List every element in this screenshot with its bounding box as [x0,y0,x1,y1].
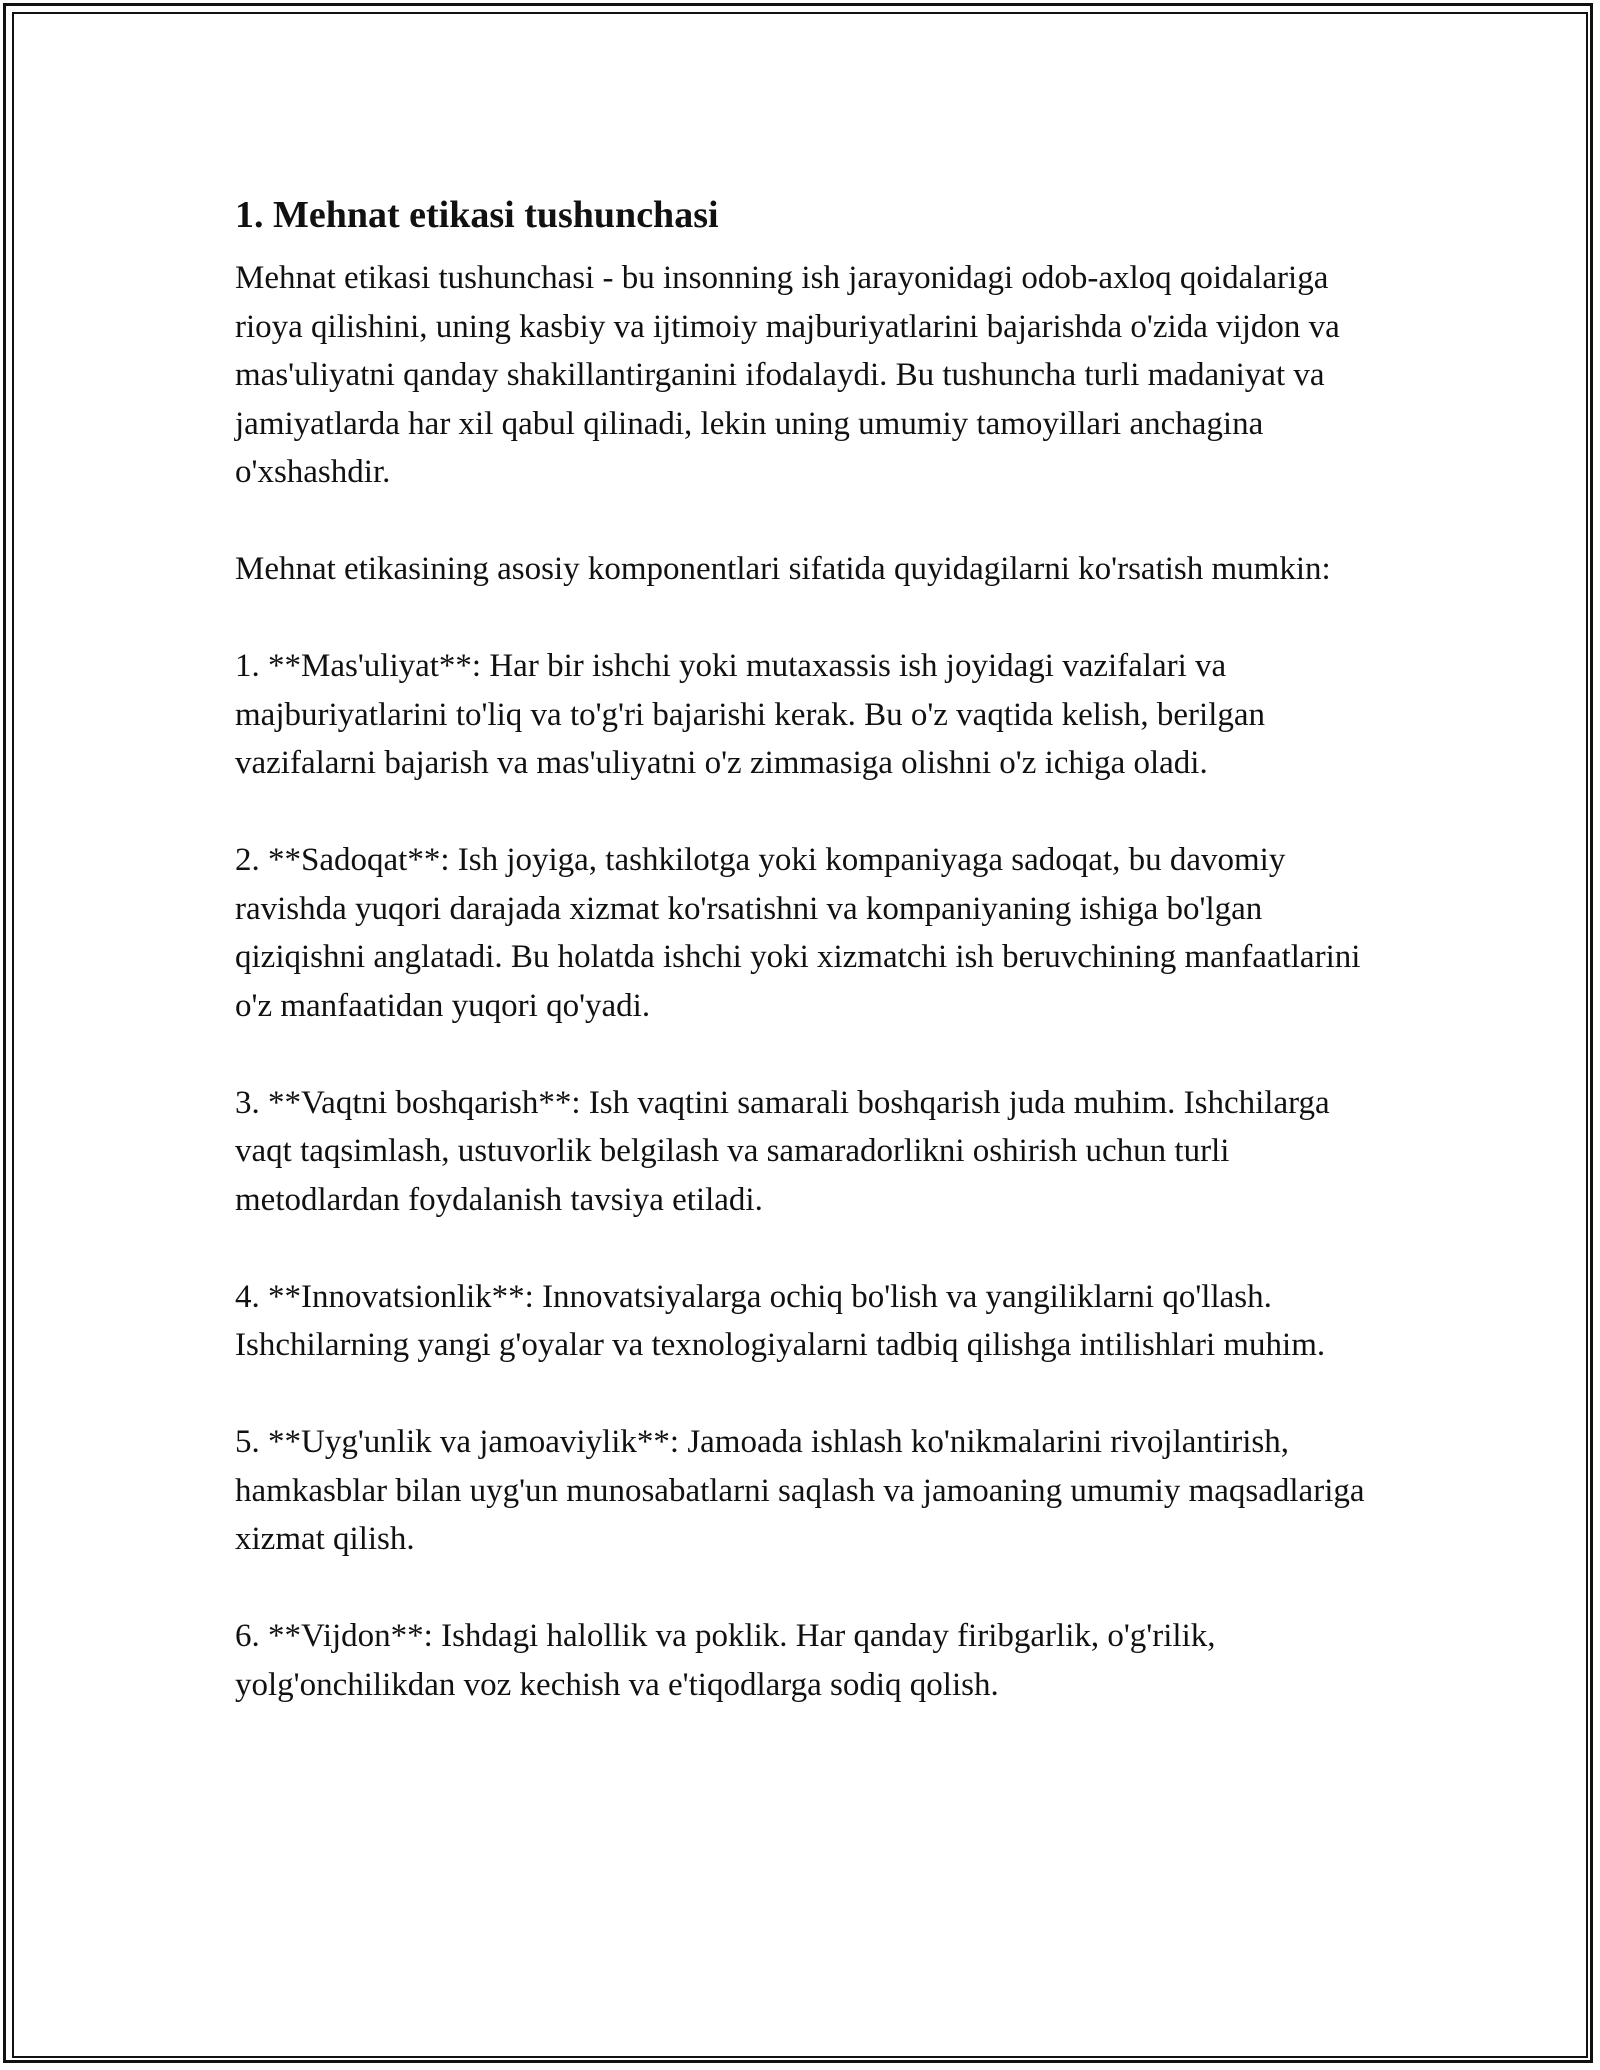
document-body [235,186,1385,1758]
intro-paragraph: Mehnat etikasi tushunchasi - bu insonning ish jarayonidagi odob-axloq qoidalariga rioya qilishini, uning kasbiy va ijtimoiy majburiyatlarini bajarishda o'zida vijdon va mas'uliyatni qanday shakillantirganini ifodalaydi. Bu tushuncha turli madaniyat va jamiyatlarda har xil qabul qilinadi, lekin uning umumiy tamoyillari anchagina o'xshashdir. [235,260,1340,490]
list-item-masuliyat: 1. **Mas'uliyat**: Har bir ishchi yoki mutaxassis ish joyidagi vazifalari va majburiyatlarini to'liq va to'g'ri bajarishi kerak. Bu o'z vaqtida kelish, berilgan vazifalarni bajarish va mas'uliyatni o'z zimmasiga olishni o'z ichiga oladi. [235,648,1266,781]
section-title: 1. Mehnat etikasi tushunchasi [235,194,719,236]
list-item-uygunlik: 5. **Uyg'unlik va jamoaviylik**: Jamoada ishlash ko'nikmalarini rivojlantirish, hamkasblar bilan uyg'un munosabatlarni saqlash va jamoaning umumiy maqsadlariga xizmat qilish. [235,1424,1365,1557]
list-item-innovatsionlik: 4. **Innovatsionlik**: Innovatsiyalarga ochiq bo'lish va yangiliklarni qo'llash. Ishchilarning yangi g'oyalar va texnologiyalarni tadbiq qilishga intilishlari muhim. [235,1278,1326,1363]
list-item-sadoqat: 2. **Sadoqat**: Ish joyiga, tashkilotga yoki kompaniyaga sadoqat, bu davomiy ravishda yuqori darajada xizmat ko'rsatishni va kompaniyaning ishiga bo'lgan qiziqishni anglatadi. Bu holatda ishchi yoki xizmatchi ish beruvchining manfaatlarini o'z manfaatidan yuqori qo'yadi. [235,842,1361,1024]
list-item-vijdon: 6. **Vijdon**: Ishdagi halollik va poklik. Har qanday firibgarlik, o'g'rilik, yolg'onchilikdan voz kechish va e'tiqodlarga sodiq qolish. [235,1618,1216,1703]
list-item-vaqtni-boshqarish: 3. **Vaqtni boshqarish**: Ish vaqtini samarali boshqarish juda muhim. Ishchilarga vaqt taqsimlash, ustuvorlik belgilash va samaradorlikni oshirish uchun turli metodlardan foydalanish tavsiya etiladi. [235,1084,1330,1218]
components-intro-paragraph: Mehnat etikasining asosiy komponentlari sifatida quyidagilarni ko'rsatish mumkin: [235,551,1331,587]
